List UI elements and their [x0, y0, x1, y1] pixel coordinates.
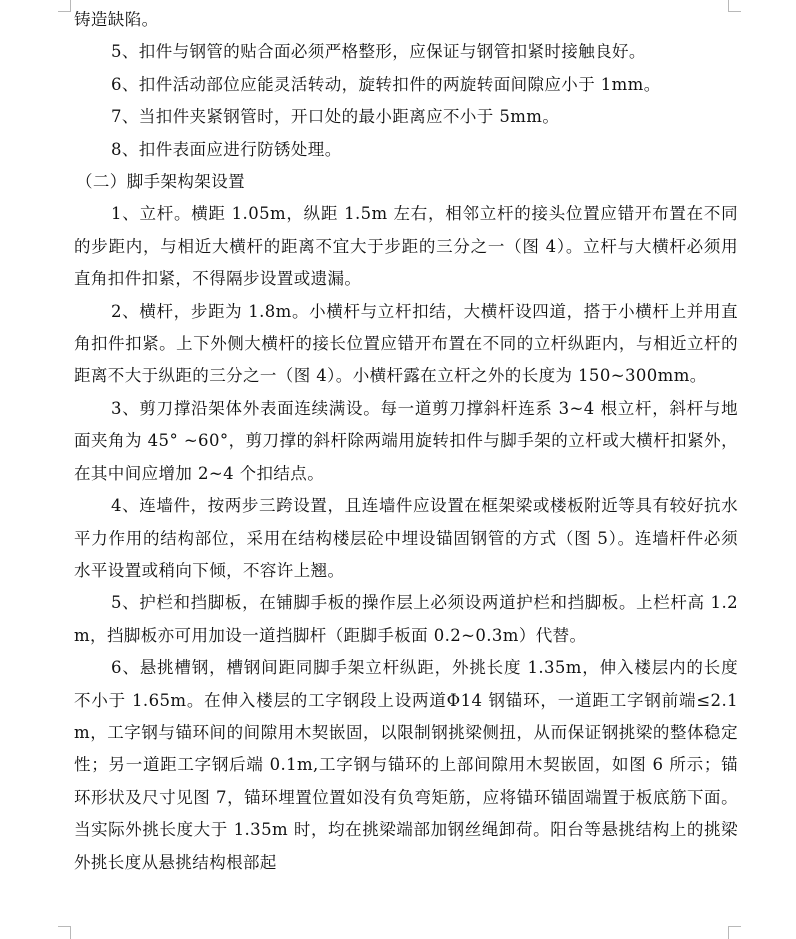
crop-mark-bottom-right	[728, 926, 741, 939]
crop-mark-top-right	[728, 0, 741, 12]
paragraph-item-3-scissor-brace: 3、剪刀撑沿架体外表面连续满设。每一道剪刀撑斜杆连系 3~4 根立杆，斜杆与地面夹角为 45° ~60°，剪刀撑的斜杆除两端用旋转扣件与脚手架的立杆或大横杆扣紧外，在其中间应增加 2~4 个扣结点。	[74, 398, 738, 483]
paragraph-item-7-opening: 7、当扣件夹紧钢管时，开口处的最小距离应不小于 5mm。	[111, 107, 560, 127]
paragraph-casting-defects: 铸造缺陷。	[74, 10, 159, 29]
paragraph-item-6-cantilever-channel: 6、悬挑槽钢，槽钢间距同脚手架立杆纵距，外挑长度 1.35m，伸入楼层内的长度不小于 1.65m。在伸入楼层的工字钢段上设两道Φ14 钢锚环，一道距工字钢前端≤2.1m，工字钢与锚环间的间隙用木契嵌固，以限制钢挑梁侧扭，从而保证钢挑梁的整体稳定性；另一道距工字钢后端 0.1m,工字钢与锚环的上部间隙用木契嵌固，如图 6 所示；锚环形状及尺寸见图 7，锚环埋置位置如没有负弯矩筋，应将锚环锚固端置于板底筋下面。当实际外挑长度大于 1.35m 时，均在挑梁端部加钢丝绳卸荷。阳台等悬挑结构上的挑梁外挑长度从悬挑结构根部起	[74, 658, 738, 872]
paragraph-item-8-rust: 8、扣件表面应进行防锈处理。	[111, 139, 342, 159]
crop-mark-top-left	[58, 0, 71, 12]
section-heading-scaffold-setup: （二）脚手架构架设置	[76, 172, 245, 192]
paragraph-item-5-contact-surface: 5、扣件与钢管的贴合面必须严格整形，应保证与钢管扣紧时接触良好。	[111, 42, 646, 62]
paragraph-item-5-guardrail: 5、护栏和挡脚板，在铺脚手板的操作层上必须设两道护栏和挡脚板。上栏杆高 1.2m，挡脚板亦可用加设一道挡脚杆（距脚手板面 0.2~0.3m）代替。	[74, 593, 738, 645]
paragraph-item-4-wall-tie: 4、连墙件，按两步三跨设置，且连墙件应设置在框架梁或楼板附近等具有较好抗水平力作用的结构部位，采用在结构楼层砼中埋设锚固钢管的方式（图 5）。连墙杆件必须水平设置或稍向下倾，不容许上翘。	[74, 496, 738, 580]
paragraph-item-1-upright-pole: 1、立杆。横距 1.05m，纵距 1.5m 左右，相邻立杆的接头位置应错开布置在不同的步距内，与相近大横杆的距离不宜大于步距的三分之一（图 4）。立杆与大横杆必须用直角扣件扣紧，不得隔步设置或遗漏。	[74, 204, 738, 289]
crop-mark-bottom-left	[58, 926, 71, 939]
paragraph-item-2-crossbar: 2、横杆，步距为 1.8m。小横杆与立杆扣结，大横杆设四道，搭于小横杆上并用直角扣件扣紧。上下外侧大横杆的接长位置应错开布置在不同的立杆纵距内，与相近立杆的距离不大于纵距的三分之一（图 4）。小横杆露在立杆之外的长度为 150~300mm。	[74, 301, 738, 386]
paragraph-item-6-rotation: 6、扣件活动部位应能灵活转动，旋转扣件的两旋转面间隙应小于 1mm。	[111, 74, 661, 94]
